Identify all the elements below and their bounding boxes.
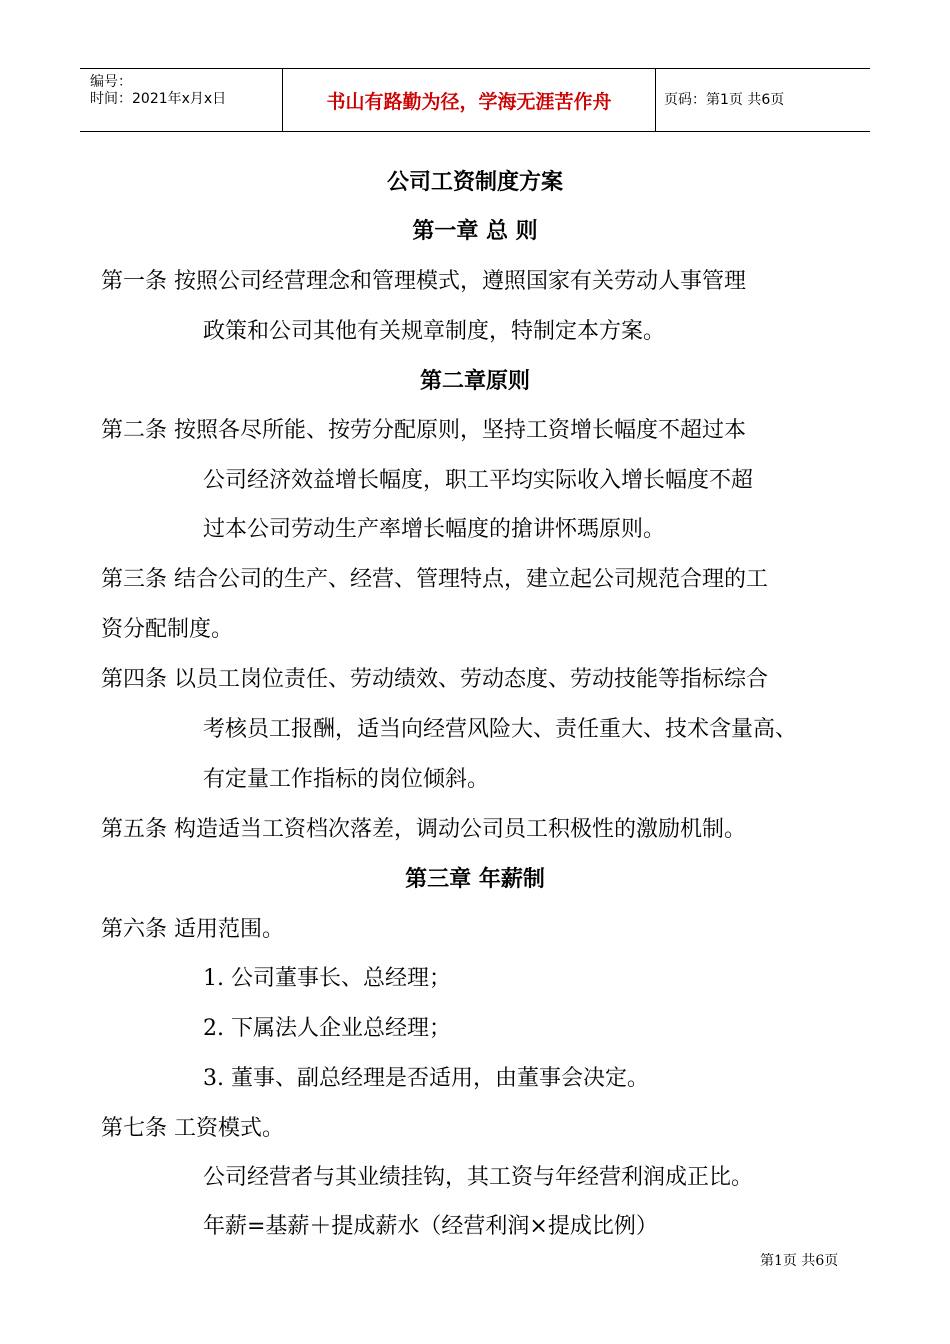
article-6-item-3: 3. 董事、副总经理是否适用，由董事会决定。 (203, 1066, 649, 1091)
article-2-line-3: 过本公司劳动生产率增长幅度的搶讲怀瑪原则。 (203, 517, 666, 542)
page-header (80, 68, 870, 132)
chapter-2-title: 第二章原则 (419, 369, 530, 394)
document-title: 公司工资制度方案 (386, 170, 563, 195)
article-3-line-1: 第三条 结合公司的生产、经营、管理特点，建立起公司规范合理的工 (101, 567, 768, 592)
header-page-info: 页码：第1页 共6页 (664, 92, 785, 108)
document-time-label: 时间：2021年x月x日 (90, 91, 227, 107)
article-4-line-3: 有定量工作指标的岗位倾斜。 (203, 767, 490, 792)
footer-page-info: 第1页 共6页 (760, 1253, 839, 1269)
header-page-cell (656, 69, 870, 131)
chapter-1-title: 第一章 总 则 (412, 219, 538, 244)
article-4-line-1: 第四条 以员工岗位责任、劳动绩效、劳动态度、劳动技能等指标综合 (101, 667, 768, 692)
header-meta-cell (80, 69, 280, 131)
article-7-line-1: 第七条 工资模式。 (101, 1116, 284, 1141)
document-number-label: 编号： (90, 74, 132, 90)
article-7-line-3: 年薪=基薪＋提成薪水（经营利润×提成比例） (203, 1214, 658, 1239)
article-4-line-2: 考核员工报酬，适当向经营风险大、责任重大、技术含量高、 (203, 717, 798, 742)
article-6-line-1: 第六条 适用范围。 (101, 917, 284, 942)
article-2-line-1: 第二条 按照各尽所能、按劳分配原则，坚持工资增长幅度不超过本 (101, 418, 746, 443)
article-2-line-2: 公司经济效益增长幅度，职工平均实际收入增长幅度不超 (203, 468, 754, 493)
header-motto-cell (282, 69, 656, 131)
chapter-3-title: 第三章 年薪制 (405, 867, 545, 892)
article-5-line-1: 第五条 构造适当工资档次落差，调动公司员工积极性的激励机制。 (101, 817, 746, 842)
header-motto: 书山有路勤为径，学海无涯苦作舟 (326, 91, 612, 113)
article-3-line-2: 资分配制度。 (101, 617, 234, 642)
article-6-item-2: 2. 下属法人企业总经理； (203, 1016, 451, 1041)
article-1-line-2: 政策和公司其他有关规章制度，特制定本方案。 (203, 319, 666, 344)
article-1-line-1: 第一条 按照公司经营理念和管理模式，遵照国家有关劳动人事管理 (101, 269, 746, 294)
article-7-line-2: 公司经营者与其业绩挂钩，其工资与年经营利润成正比。 (203, 1165, 754, 1190)
article-6-item-1: 1. 公司董事长、总经理； (203, 966, 451, 991)
